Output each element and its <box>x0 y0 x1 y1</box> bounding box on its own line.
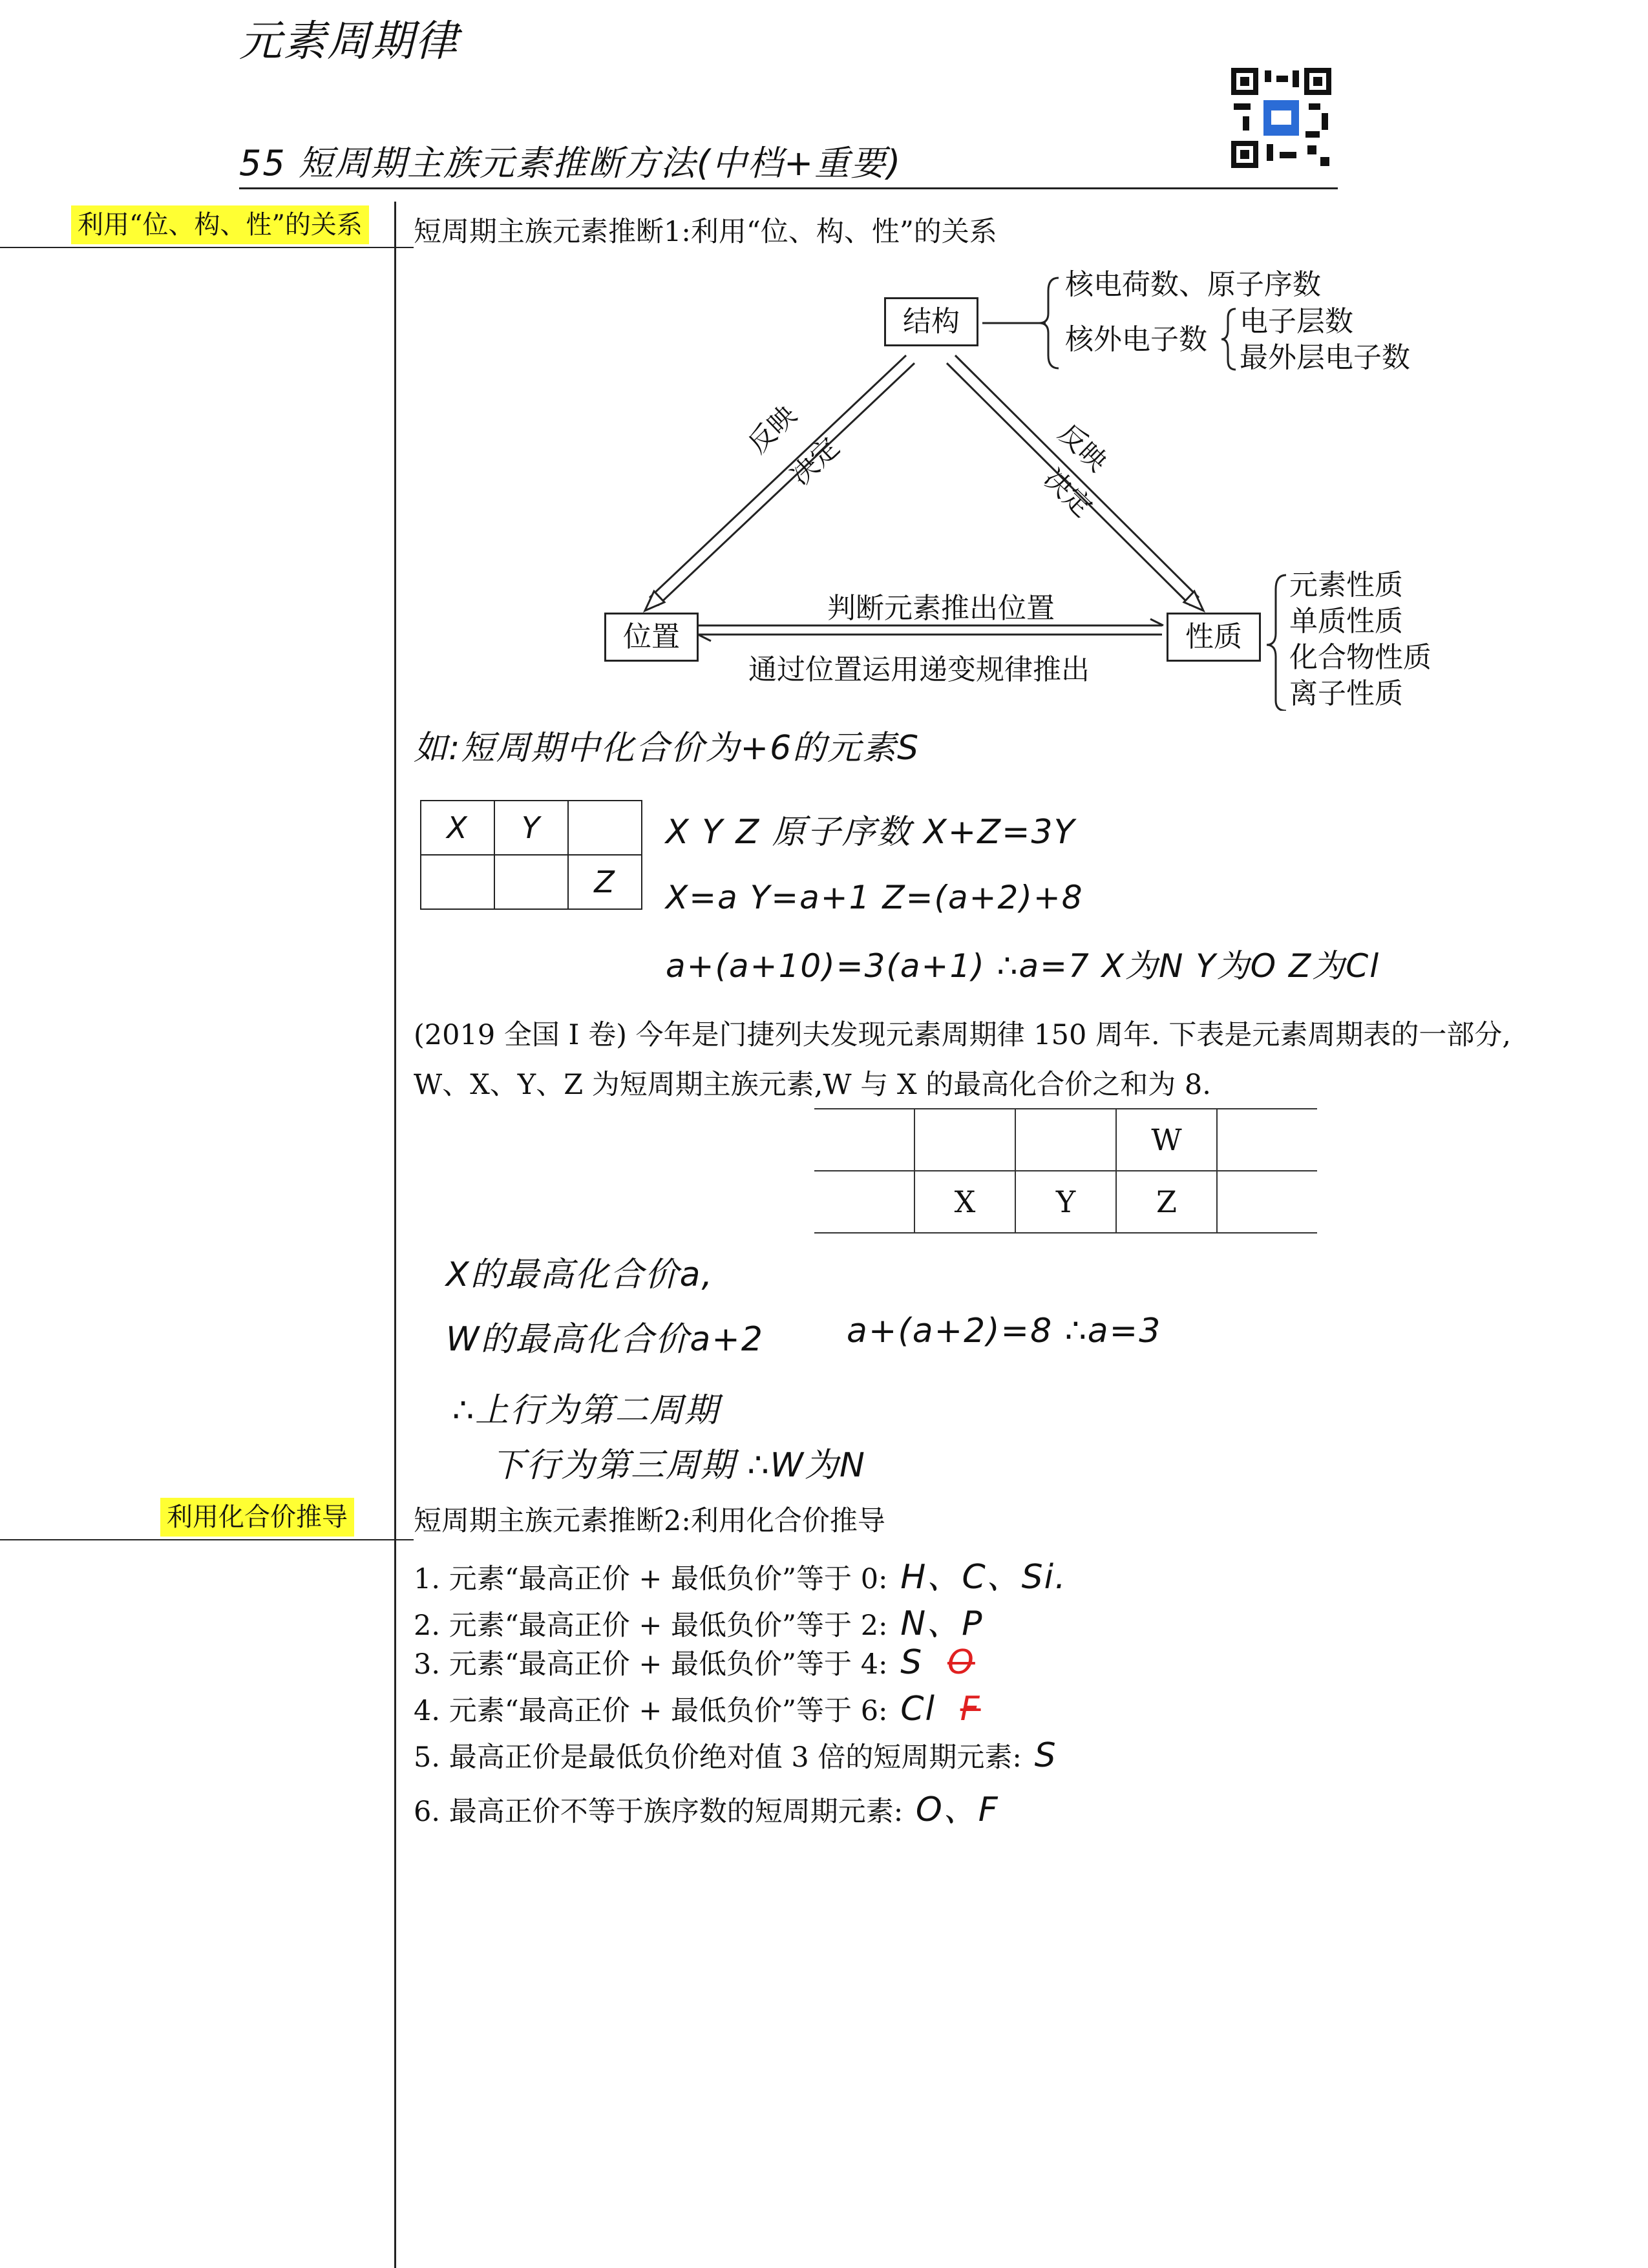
grid1-cell <box>421 855 494 909</box>
electron-item-1: 电子层数 <box>1240 305 1353 338</box>
top-arrow-label: 判断元素推出位置 <box>827 592 1055 625</box>
rule-item-answer: H、C、Si. <box>900 1558 1067 1597</box>
rule-item-6 <box>414 1782 999 1831</box>
grid2-cell <box>1015 1109 1116 1171</box>
grid2-cell <box>814 1109 914 1171</box>
rule-item-text: 4. 元素“最高正价 + 最低负价”等于 6: <box>414 1695 888 1727</box>
periodic-table-fragment <box>814 1108 1317 1234</box>
structure-item-1: 核电荷数、原子序数 <box>1065 268 1321 301</box>
grid1-cell <box>494 855 568 909</box>
section1-heading: 短周期主族元素推断1:利用“位、构、性”的关系 <box>414 216 997 248</box>
rule-item-answer: S <box>900 1643 924 1682</box>
rule-item-answer: O、F <box>915 1790 999 1829</box>
page-subtitle: 55 短周期主族元素推断方法(中档+重要) <box>239 143 902 184</box>
rule-item-answer: N、P <box>900 1604 984 1643</box>
rule-item-answer: Cl <box>900 1690 936 1728</box>
grid2-cell: X <box>914 1171 1015 1233</box>
grid1-cell: Y <box>494 801 568 855</box>
tag-valence: 利用化合价推导 <box>160 1498 354 1537</box>
handwritten-note-7: a+(a+2)=8 ∴a=3 <box>847 1312 1162 1350</box>
electron-brace <box>1221 309 1236 370</box>
property-box: 性质 <box>1167 613 1261 662</box>
rule-item-text: 6. 最高正价不等于族序数的短周期元素: <box>414 1796 903 1828</box>
section2-heading: 短周期主族元素推断2:利用化合价推导 <box>414 1505 885 1537</box>
header-rule <box>239 187 1338 189</box>
grid2-cell <box>1217 1171 1317 1233</box>
grid2-cell <box>914 1109 1015 1171</box>
property-item-1: 元素性质 <box>1289 569 1403 602</box>
handwritten-note-4: a+(a+10)=3(a+1) ∴a=7 X为N Y为O Z为Cl <box>666 947 1380 985</box>
struck-answer: F <box>960 1690 981 1728</box>
grid1-cell: Z <box>568 855 642 909</box>
handwritten-note-8: ∴上行为第二周期 <box>452 1391 720 1430</box>
handwritten-note-3: X=a Y=a+1 Z=(a+2)+8 <box>666 879 1084 916</box>
grid2-cell <box>814 1171 914 1233</box>
struck-answer: O <box>947 1643 975 1682</box>
handwritten-note-5: X的最高化合价a, <box>446 1255 714 1294</box>
left-edge-line-b <box>658 363 914 605</box>
structure-brace <box>1039 278 1059 368</box>
rule-item-text: 1. 元素“最高正价 + 最低负价”等于 0: <box>414 1563 888 1595</box>
grid2-cell: W <box>1116 1109 1217 1171</box>
right-edge-label-determine: 决定 <box>1037 462 1099 523</box>
tag2-rule <box>0 1539 414 1540</box>
rule-item-text: 2. 元素“最高正价 + 最低负价”等于 2: <box>414 1610 888 1642</box>
property-brace <box>1267 575 1286 711</box>
grid1-cell: X <box>421 801 494 855</box>
margin-divider <box>394 202 396 2268</box>
handwritten-note-6: W的最高化合价a+2 <box>446 1320 764 1359</box>
rule-item-2 <box>414 1596 983 1644</box>
handwritten-note-1: 如:短周期中化合价为+6的元素S <box>414 729 920 768</box>
rule-item-text: 5. 最高正价是最低负价绝对值 3 倍的短周期元素: <box>414 1741 1022 1774</box>
position-box: 位置 <box>604 613 699 662</box>
left-edge-label-reflect: 反映 <box>741 399 803 460</box>
handwritten-note-9: 下行为第三周期 ∴W为N <box>491 1446 866 1485</box>
left-edge-line-a <box>650 355 906 598</box>
rule-item-5 <box>414 1736 1057 1775</box>
grid2-cell: Z <box>1116 1171 1217 1233</box>
left-edge-arrowhead <box>645 591 664 611</box>
left-edge-label-determine: 决定 <box>784 431 846 492</box>
problem-line-2: W、X、Y、Z 为短周期主族元素,W 与 X 的最高化合价之和为 8. <box>414 1069 1211 1101</box>
rule-item-answer: S <box>1034 1736 1057 1775</box>
right-edge-label-reflect: 反映 <box>1052 417 1114 478</box>
qr-code <box>1231 68 1331 168</box>
structure-item-2: 核外电子数 <box>1065 323 1207 356</box>
rule-item-3 <box>414 1643 975 1682</box>
grid2-cell: Y <box>1015 1171 1116 1233</box>
handwritten-note-2: X Y Z 原子序数 X+Z=3Y <box>666 813 1076 852</box>
rule-item-4 <box>414 1689 981 1728</box>
rule-item-1 <box>414 1549 1067 1598</box>
right-edge-arrowhead <box>1184 591 1203 611</box>
structure-box: 结构 <box>884 297 978 346</box>
property-item-3: 化合物性质 <box>1289 641 1431 674</box>
electron-item-2: 最外层电子数 <box>1240 341 1410 374</box>
problem-line-1: (2019 全国 I 卷) 今年是门捷列夫发现元素周期律 150 周年. 下表是元素周期表的一部分, <box>414 1019 1512 1051</box>
grid1-cell <box>568 801 642 855</box>
grid2-cell <box>1217 1109 1317 1171</box>
tag-position-structure-property: 利用“位、构、性”的关系 <box>71 205 369 244</box>
handwritten-grid <box>420 800 642 910</box>
tag1-rule <box>0 247 414 248</box>
bottom-arrow-label: 通过位置运用递变规律推出 <box>748 653 1090 686</box>
property-item-4: 离子性质 <box>1289 677 1403 710</box>
page-title: 元素周期律 <box>239 16 459 66</box>
property-item-2: 单质性质 <box>1289 605 1403 638</box>
rule-item-text: 3. 元素“最高正价 + 最低负价”等于 4: <box>414 1648 888 1681</box>
